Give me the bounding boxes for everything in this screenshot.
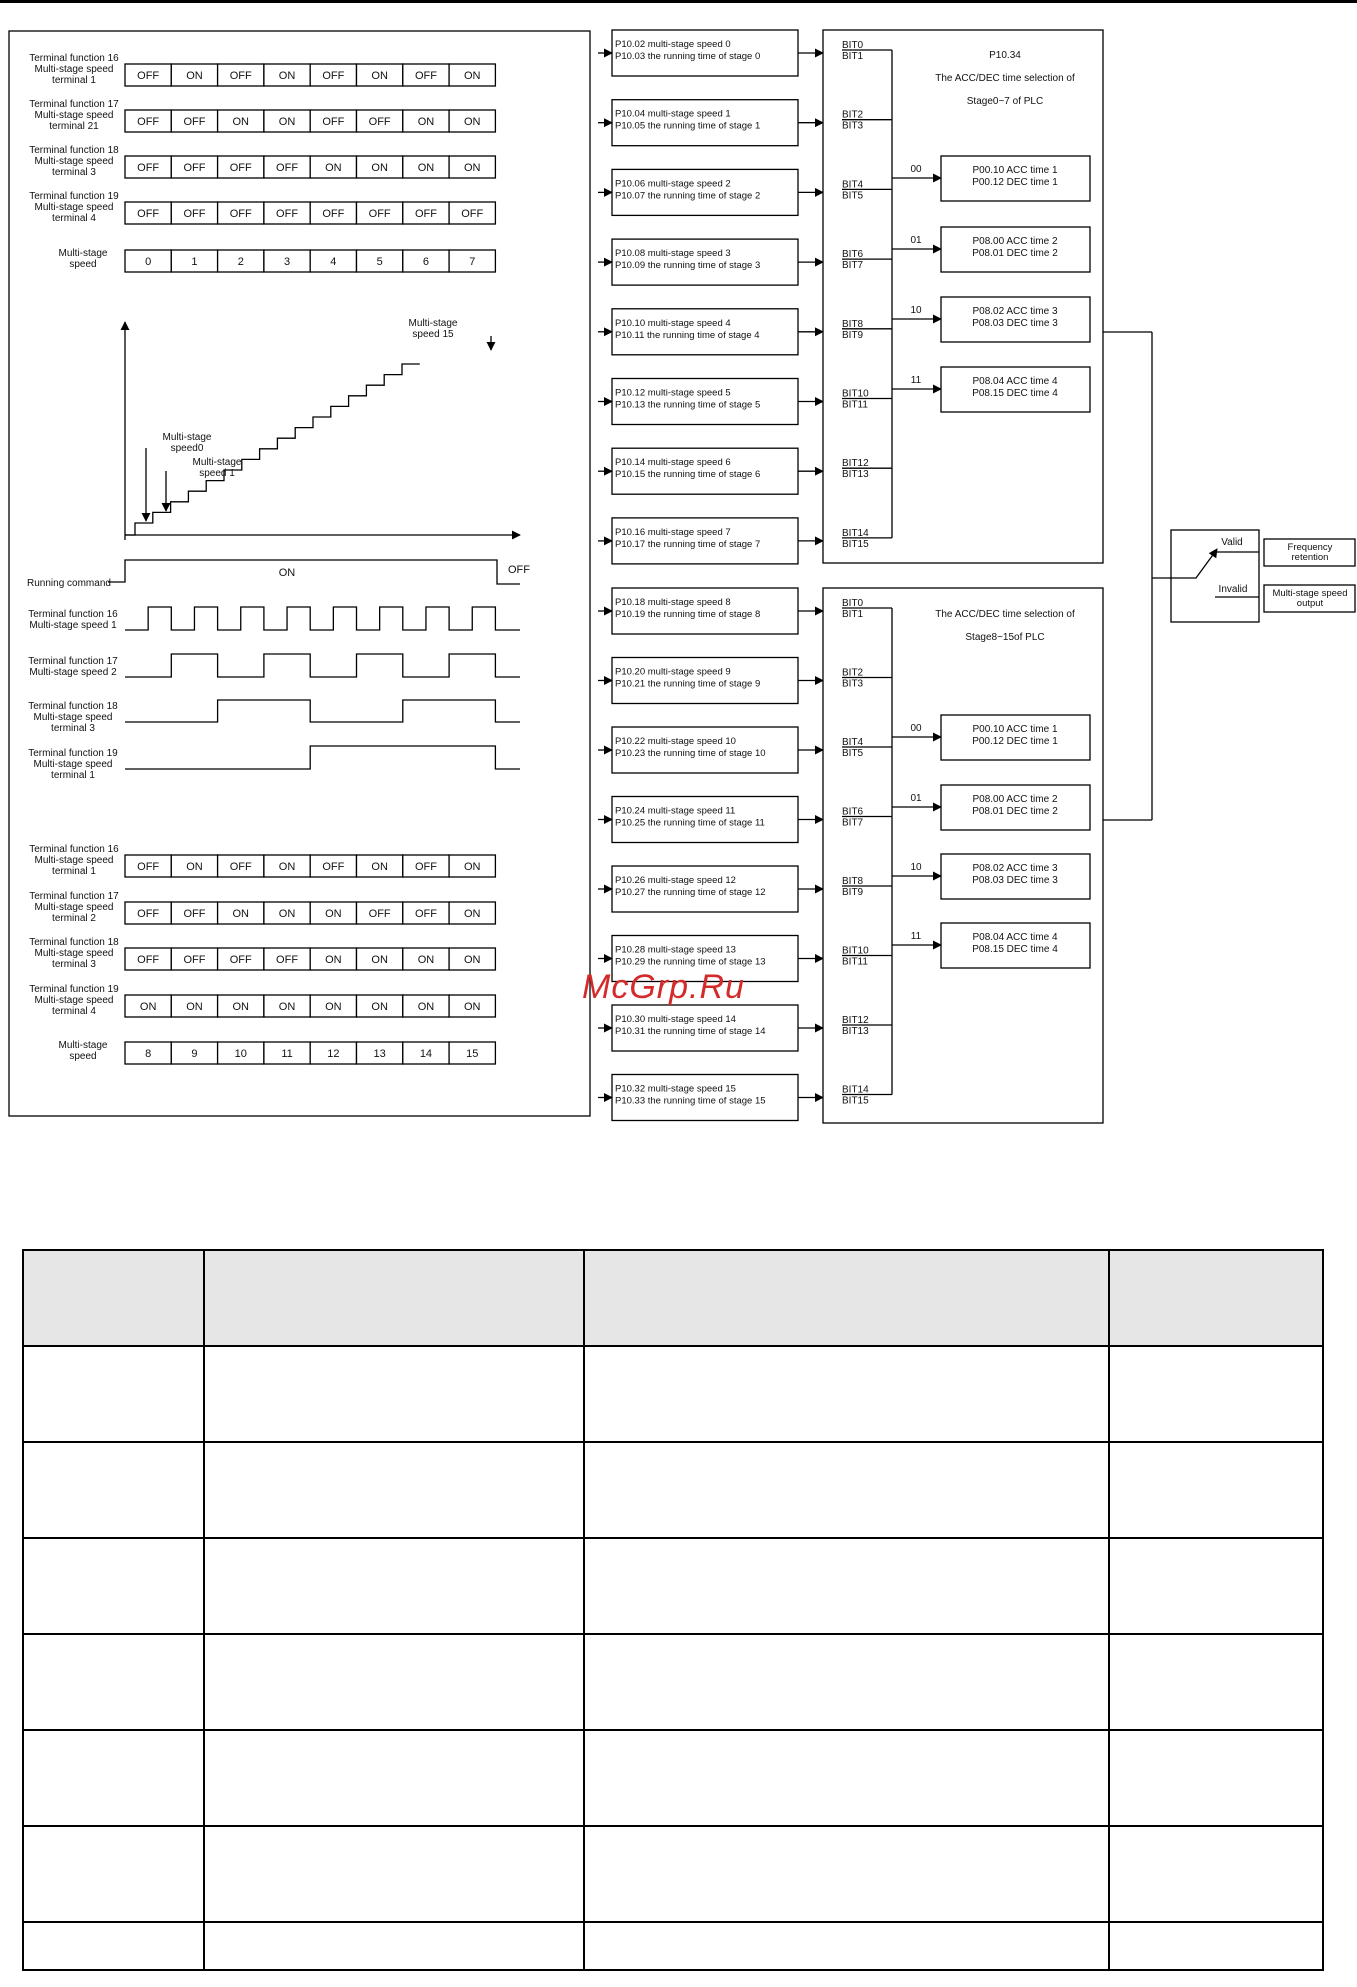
running-command-label: Running command xyxy=(27,578,111,589)
top-grid-state-text: OFF xyxy=(229,162,252,174)
plc-lower-bit-label: BIT15 xyxy=(842,1095,869,1107)
plc-upper-acc-text: P08.02 ACC time 3 xyxy=(972,306,1058,317)
stage-speed-param: P10.26 multi-stage speed 12 xyxy=(615,875,736,886)
bottom-grid-state-text: ON xyxy=(371,954,388,966)
plc-upper-bit-label: BIT13 xyxy=(842,469,869,481)
table-cell xyxy=(1109,1634,1323,1730)
top-grid-row-label: terminal 1 xyxy=(52,75,96,86)
bottom-grid-row-label: terminal 1 xyxy=(52,866,96,877)
top-grid-state-text: OFF xyxy=(137,162,160,174)
bottom-grid-row-label: terminal 4 xyxy=(52,1006,96,1017)
stage-speed-param: P10.12 multi-stage speed 5 xyxy=(615,387,731,399)
timing-signal-label: Terminal function 19 xyxy=(28,748,118,759)
table-row xyxy=(23,1826,1323,1922)
bottom-grid-state-text: ON xyxy=(464,861,481,873)
top-grid-row-label: Terminal function 16 xyxy=(29,53,119,64)
top-grid-speed-text: 5 xyxy=(376,256,383,268)
bottom-grid-state-text: ON xyxy=(186,861,203,873)
table-cell xyxy=(1109,1442,1323,1538)
bottom-grid-state-text: OFF xyxy=(229,954,252,966)
bottom-grid-speed-text: 10 xyxy=(234,1048,247,1060)
table-cell xyxy=(23,1922,204,1970)
timing-signal-label: Terminal function 18 xyxy=(28,701,118,712)
plc-lower-acc-text: P08.00 ACC time 2 xyxy=(972,794,1058,805)
plc-lower-title: Stage8~15of PLC xyxy=(965,632,1045,643)
table-cell xyxy=(584,1634,1109,1730)
top-grid-speed-text: 1 xyxy=(191,256,198,268)
top-grid-state-text: OFF xyxy=(137,208,160,220)
plc-lower-bit-label: BIT4 xyxy=(842,737,864,748)
plc-lower-code-label: 01 xyxy=(910,793,922,804)
running-off-label: OFF xyxy=(508,564,530,576)
table-cell xyxy=(584,1538,1109,1634)
stage-column xyxy=(598,30,823,1121)
table-cell xyxy=(204,1730,584,1826)
plc-lower-bit-label: BIT10 xyxy=(842,945,869,957)
stage-speed-param: P10.24 multi-stage speed 11 xyxy=(615,805,736,817)
top-grid-speed-text: 7 xyxy=(469,256,476,268)
table-cell xyxy=(204,1250,584,1346)
plc-upper-code-label: 00 xyxy=(910,164,922,175)
top-grid-state-text: OFF xyxy=(322,208,345,220)
top-grid-state-text: OFF xyxy=(183,162,206,174)
top-grid-state-text: OFF xyxy=(137,70,160,82)
bottom-grid-state-text: ON xyxy=(278,861,296,873)
table-cell xyxy=(584,1346,1109,1442)
plc-upper-title: Stage0~7 of PLC xyxy=(966,96,1044,107)
top-grid-row-label: terminal 4 xyxy=(52,213,96,224)
stage-time-param: P10.33 the running time of stage 15 xyxy=(615,1095,766,1107)
bottom-grid-state-text: ON xyxy=(325,954,342,966)
table-cell xyxy=(1109,1538,1323,1634)
plc-upper-bit-label: BIT12 xyxy=(842,458,869,470)
timing-signal-label: Multi-stage speed xyxy=(33,759,113,770)
watermark-text: McGrp.Ru xyxy=(582,968,745,1006)
top-grid-state-text: ON xyxy=(464,162,481,174)
plc-upper-bit-label: BIT6 xyxy=(842,249,864,261)
parameter-table xyxy=(22,1249,1324,1971)
top-grid-state-text: OFF xyxy=(137,116,160,128)
stage-speed-param: P10.18 multi-stage speed 8 xyxy=(615,597,731,608)
bottom-grid-state-text: ON xyxy=(232,908,249,920)
stage-time-param: P10.23 the running time of stage 10 xyxy=(615,748,766,759)
plc-upper-code-label: 10 xyxy=(910,305,922,316)
table-row xyxy=(23,1730,1323,1826)
timing-signal-label: Multi-stage speed xyxy=(33,712,113,723)
stage-time-param: P10.15 the running time of stage 6 xyxy=(615,469,761,481)
top-grid-state-text: OFF xyxy=(229,70,252,82)
bottom-grid-row-label: Multi-stage speed xyxy=(34,855,114,866)
stair-label-1: Multi-stage xyxy=(192,457,242,468)
bottom-grid-state-text: OFF xyxy=(137,954,160,966)
stage-speed-param: P10.32 multi-stage speed 15 xyxy=(615,1083,736,1095)
stair-label-15: Multi-stage xyxy=(408,318,458,329)
table-cell xyxy=(584,1922,1109,1970)
plc-upper-bit-label: BIT8 xyxy=(842,318,864,330)
stage-time-param: P10.19 the running time of stage 8 xyxy=(615,609,761,620)
running-on-label: ON xyxy=(278,567,296,579)
bottom-grid-row-label: Terminal function 18 xyxy=(29,937,119,948)
multistage-output-text: output xyxy=(1296,598,1324,609)
stair-label-0: speed0 xyxy=(170,443,204,454)
timing-signal-label: terminal 1 xyxy=(51,770,95,781)
bottom-grid-state-text: OFF xyxy=(137,861,160,873)
bottom-grid-state-text: ON xyxy=(464,954,481,966)
top-grid-state-text: OFF xyxy=(461,208,484,220)
table-cell xyxy=(23,1250,204,1346)
plc-lower-title: The ACC/DEC time selection of xyxy=(935,609,1075,620)
plc-lower-bit-label: BIT8 xyxy=(842,876,864,887)
table-cell xyxy=(1109,1730,1323,1826)
top-grid-speed-label: Multi-stage xyxy=(58,248,108,259)
top-grid-state-text: ON xyxy=(371,70,388,82)
stair-label-1: speed 1 xyxy=(199,468,235,479)
top-grid-state-text: OFF xyxy=(414,70,437,82)
top-grid-state-text: OFF xyxy=(183,116,206,128)
top-grid-state-text: OFF xyxy=(183,208,206,220)
stair-label-0: Multi-stage xyxy=(162,432,212,443)
stage-time-param: P10.31 the running time of stage 14 xyxy=(615,1026,766,1037)
timing-signal-label: Terminal function 17 xyxy=(28,656,118,667)
bottom-grid-speed-text: 8 xyxy=(145,1048,152,1060)
stage-speed-param: P10.16 multi-stage speed 7 xyxy=(615,526,731,538)
switch-box xyxy=(1171,530,1259,622)
top-grid-state-text: OFF xyxy=(229,208,252,220)
bottom-grid-speed-label: speed xyxy=(69,1051,97,1062)
table-cell xyxy=(1109,1250,1323,1346)
plc-upper-title: The ACC/DEC time selection of xyxy=(935,73,1075,84)
top-grid-row-label: terminal 21 xyxy=(49,121,99,132)
plc-upper-acc-text: P00.10 ACC time 1 xyxy=(972,165,1058,176)
bottom-grid-speed-text: 15 xyxy=(466,1048,479,1060)
stage-speed-param: P10.20 multi-stage speed 9 xyxy=(615,666,731,678)
top-grid-state-text: ON xyxy=(371,162,388,174)
plc-lower-acc-text: P00.10 ACC time 1 xyxy=(972,724,1058,735)
plc-lower-code-label: 00 xyxy=(910,723,922,734)
stage-time-param: P10.07 the running time of stage 2 xyxy=(615,190,761,202)
top-grid-state-text: OFF xyxy=(414,208,437,220)
top-grid-row-label: Terminal function 18 xyxy=(29,145,119,156)
table-cell xyxy=(204,1346,584,1442)
bottom-grid-state-text: ON xyxy=(278,908,296,920)
stage-time-param: P10.29 the running time of stage 13 xyxy=(615,956,766,968)
switch-invalid-label: Invalid xyxy=(1218,584,1248,595)
stage-speed-param: P10.10 multi-stage speed 4 xyxy=(615,317,731,329)
table-cell xyxy=(204,1538,584,1634)
stair-label-15: speed 15 xyxy=(412,329,454,340)
bottom-grid-state-text: OFF xyxy=(229,861,252,873)
plc-upper-title: P10.34 xyxy=(989,50,1021,61)
frequency-retention-text: retention xyxy=(1291,552,1329,563)
stage-speed-param: P10.22 multi-stage speed 10 xyxy=(615,736,736,747)
stage-speed-param: P10.08 multi-stage speed 3 xyxy=(615,248,731,260)
top-grid-state-text: OFF xyxy=(368,208,391,220)
bottom-grid-speed-text: 13 xyxy=(373,1048,386,1060)
plc-upper-bit-label: BIT1 xyxy=(842,51,864,62)
bottom-grid-state-text: ON xyxy=(232,1001,249,1013)
stage-speed-param: P10.14 multi-stage speed 6 xyxy=(615,457,731,469)
table-cell xyxy=(204,1442,584,1538)
bottom-grid-speed-text: 12 xyxy=(327,1048,340,1060)
plc-upper-acc-text: P08.04 ACC time 4 xyxy=(972,376,1058,387)
top-grid-state-text: OFF xyxy=(322,70,345,82)
plc-lower-bit-label: BIT1 xyxy=(842,609,864,620)
stage-speed-param: P10.04 multi-stage speed 1 xyxy=(615,108,731,120)
bottom-grid-row-label: Multi-stage speed xyxy=(34,995,114,1006)
bottom-grid-row-label: Terminal function 17 xyxy=(29,891,119,902)
stage-time-param: P10.13 the running time of stage 5 xyxy=(615,399,761,411)
bottom-grid-state-text: ON xyxy=(417,954,435,966)
bottom-grid-speed-text: 9 xyxy=(191,1048,198,1060)
bottom-grid-state-text: OFF xyxy=(183,908,206,920)
top-grid-state-text: ON xyxy=(278,70,296,82)
plc-upper-acc-text: P08.00 ACC time 2 xyxy=(972,236,1058,247)
plc-selection-panel xyxy=(823,30,1355,1123)
plc-lower-bit-label: BIT7 xyxy=(842,817,864,829)
table-cell xyxy=(23,1442,204,1538)
top-grid-state-text: ON xyxy=(464,116,481,128)
table-cell xyxy=(584,1826,1109,1922)
table-cell xyxy=(1109,1826,1323,1922)
plc-lower-bit-label: BIT3 xyxy=(842,678,864,690)
plc-lower-code-label: 11 xyxy=(910,931,922,942)
plc-upper-bit-label: BIT9 xyxy=(842,329,864,341)
top-grid-state-text: OFF xyxy=(322,116,345,128)
top-grid-speed-text: 6 xyxy=(422,256,430,268)
plc-lower-dec-text: P08.03 DEC time 3 xyxy=(972,875,1058,886)
plc-lower-bit-label: BIT6 xyxy=(842,806,864,818)
plc-lower-acc-text: P08.02 ACC time 3 xyxy=(972,863,1058,874)
plc-lower-dec-text: P00.12 DEC time 1 xyxy=(972,736,1058,747)
stage-time-param: P10.27 the running time of stage 12 xyxy=(615,887,766,898)
bottom-grid-state-text: ON xyxy=(325,908,342,920)
plc-lower-dec-text: P08.01 DEC time 2 xyxy=(972,806,1058,817)
plc-lower-bit-label: BIT14 xyxy=(842,1084,869,1096)
plc-upper-bit-label: BIT10 xyxy=(842,388,869,400)
plc-upper-bit-label: BIT2 xyxy=(842,109,864,121)
bottom-grid-state-text: ON xyxy=(464,908,481,920)
table-cell xyxy=(204,1826,584,1922)
plc-lower-bit-label: BIT12 xyxy=(842,1015,869,1026)
table-cell xyxy=(584,1730,1109,1826)
stage-time-param: P10.25 the running time of stage 11 xyxy=(615,817,765,829)
top-grid-state-text: ON xyxy=(232,116,249,128)
plc-lower-bit-label: BIT13 xyxy=(842,1026,869,1037)
top-grid-state-text: ON xyxy=(417,162,435,174)
timing-signal-label: Multi-stage speed 2 xyxy=(29,667,117,678)
table-row xyxy=(23,1346,1323,1442)
bottom-grid-state-text: OFF xyxy=(322,861,345,873)
top-grid-state-text: OFF xyxy=(276,162,299,174)
top-grid-state-text: OFF xyxy=(276,208,299,220)
table-cell xyxy=(23,1346,204,1442)
stage-speed-param: P10.30 multi-stage speed 14 xyxy=(615,1014,736,1025)
top-grid-speed-label: speed xyxy=(69,259,97,270)
plc-lower-acc-text: P08.04 ACC time 4 xyxy=(972,932,1058,943)
timing-signal-label: Terminal function 16 xyxy=(28,609,118,620)
top-grid-state-text: ON xyxy=(464,70,481,82)
table-header-row xyxy=(23,1250,1323,1346)
top-grid-state-text: ON xyxy=(186,70,203,82)
table-cell xyxy=(23,1730,204,1826)
timing-signal-label: Multi-stage speed 1 xyxy=(29,620,117,631)
bottom-grid-row-label: Terminal function 16 xyxy=(29,844,119,855)
bottom-grid-state-text: OFF xyxy=(414,861,437,873)
plc-lower-bit-label: BIT5 xyxy=(842,748,864,759)
bottom-grid-state-text: ON xyxy=(139,1001,157,1013)
top-grid-row-label: Multi-stage speed xyxy=(34,202,114,213)
left-panel xyxy=(9,31,590,1116)
stage-time-param: P10.21 the running time of stage 9 xyxy=(615,678,761,690)
plc-upper-dec-text: P08.01 DEC time 2 xyxy=(972,248,1058,259)
bottom-grid-state-text: ON xyxy=(371,1001,388,1013)
top-grid-row-label: Multi-stage speed xyxy=(34,156,114,167)
bottom-grid-state-text: OFF xyxy=(183,954,206,966)
bottom-grid-state-text: ON xyxy=(278,1001,296,1013)
plc-lower-bit-label: BIT0 xyxy=(842,598,864,609)
stage-time-param: P10.05 the running time of stage 1 xyxy=(615,120,761,132)
table-cell xyxy=(1109,1346,1323,1442)
bottom-grid-state-text: ON xyxy=(417,1001,435,1013)
top-grid-state-text: OFF xyxy=(368,116,391,128)
plc-lower-bit-label: BIT9 xyxy=(842,887,864,898)
top-grid-state-text: ON xyxy=(325,162,342,174)
plc-upper-bit-label: BIT15 xyxy=(842,538,869,550)
table-row xyxy=(23,1442,1323,1538)
table-cell xyxy=(584,1442,1109,1538)
top-grid-row-label: terminal 3 xyxy=(52,167,96,178)
table-cell xyxy=(23,1826,204,1922)
table-cell xyxy=(23,1538,204,1634)
bottom-grid-row-label: Terminal function 19 xyxy=(29,984,119,995)
frequency-retention-text: Frequency xyxy=(1287,542,1333,553)
bottom-grid-state-text: ON xyxy=(464,1001,481,1013)
plc-upper-dec-text: P08.03 DEC time 3 xyxy=(972,318,1058,329)
top-grid-speed-text: 2 xyxy=(237,256,244,268)
switch-valid-label: Valid xyxy=(1221,537,1243,548)
table-row xyxy=(23,1634,1323,1730)
bottom-grid-row-label: Multi-stage speed xyxy=(34,902,114,913)
table-row xyxy=(23,1922,1323,1970)
stage-time-param: P10.17 the running time of stage 7 xyxy=(615,538,761,550)
top-grid-row-label: Terminal function 19 xyxy=(29,191,119,202)
plc-upper-bit-label: BIT11 xyxy=(842,399,868,411)
bottom-grid-speed-text: 14 xyxy=(419,1048,433,1060)
bottom-grid-row-label: terminal 2 xyxy=(52,913,96,924)
plc-upper-bit-label: BIT3 xyxy=(842,120,864,132)
plc-upper-code-label: 11 xyxy=(910,375,922,386)
top-grid-row-label: Multi-stage speed xyxy=(34,64,114,75)
bottom-grid-state-text: OFF xyxy=(276,954,299,966)
bottom-grid-state-text: ON xyxy=(325,1001,342,1013)
bottom-grid-state-text: OFF xyxy=(137,908,160,920)
stage-time-param: P10.03 the running time of stage 0 xyxy=(615,51,761,62)
plc-upper-dec-text: P00.12 DEC time 1 xyxy=(972,177,1058,188)
top-grid-speed-text: 3 xyxy=(283,256,291,268)
bottom-grid-row-label: Multi-stage speed xyxy=(34,948,114,959)
multistage-output-text: Multi-stage speed xyxy=(1272,588,1348,599)
plc-lower-bit-label: BIT2 xyxy=(842,667,864,679)
top-grid-state-text: ON xyxy=(278,116,296,128)
table-cell xyxy=(204,1634,584,1730)
plc-upper-bit-label: BIT5 xyxy=(842,190,864,202)
bottom-grid-row-label: terminal 3 xyxy=(52,959,96,970)
bottom-grid-speed-label: Multi-stage xyxy=(58,1040,108,1051)
stage-speed-param: P10.02 multi-stage speed 0 xyxy=(615,39,731,50)
plc-upper-bit-label: BIT4 xyxy=(842,179,864,191)
top-grid-state-text: ON xyxy=(417,116,435,128)
table-cell xyxy=(1109,1922,1323,1970)
table-cell xyxy=(204,1922,584,1970)
stage-time-param: P10.11 the running time of stage 4 xyxy=(615,329,760,341)
plc-upper-code-label: 01 xyxy=(910,235,922,246)
table-cell xyxy=(23,1634,204,1730)
stage-speed-param: P10.06 multi-stage speed 2 xyxy=(615,178,731,190)
plc-lower-dec-text: P08.15 DEC time 4 xyxy=(972,944,1058,955)
bottom-grid-state-text: OFF xyxy=(414,908,437,920)
plc-lower-bit-label: BIT11 xyxy=(842,956,868,968)
stage-speed-param: P10.28 multi-stage speed 13 xyxy=(615,944,736,956)
top-grid-speed-text: 0 xyxy=(145,256,152,268)
table-cell xyxy=(584,1250,1109,1346)
timing-signal-label: terminal 3 xyxy=(51,723,95,734)
plc-upper-bit-label: BIT14 xyxy=(842,527,869,539)
bottom-grid-state-text: ON xyxy=(186,1001,203,1013)
bottom-grid-state-text: ON xyxy=(371,861,388,873)
top-grid-speed-text: 4 xyxy=(330,256,337,268)
plc-upper-bit-label: BIT7 xyxy=(842,260,864,272)
bottom-grid-state-text: OFF xyxy=(368,908,391,920)
plc-upper-bit-label: BIT0 xyxy=(842,40,864,51)
bottom-grid-speed-text: 11 xyxy=(281,1048,293,1060)
plc-upper-dec-text: P08.15 DEC time 4 xyxy=(972,388,1058,399)
plc-lower-code-label: 10 xyxy=(910,862,922,873)
table-row xyxy=(23,1538,1323,1634)
stage-time-param: P10.09 the running time of stage 3 xyxy=(615,260,761,272)
top-grid-row-label: Terminal function 17 xyxy=(29,99,119,110)
top-grid-row-label: Multi-stage speed xyxy=(34,110,114,121)
